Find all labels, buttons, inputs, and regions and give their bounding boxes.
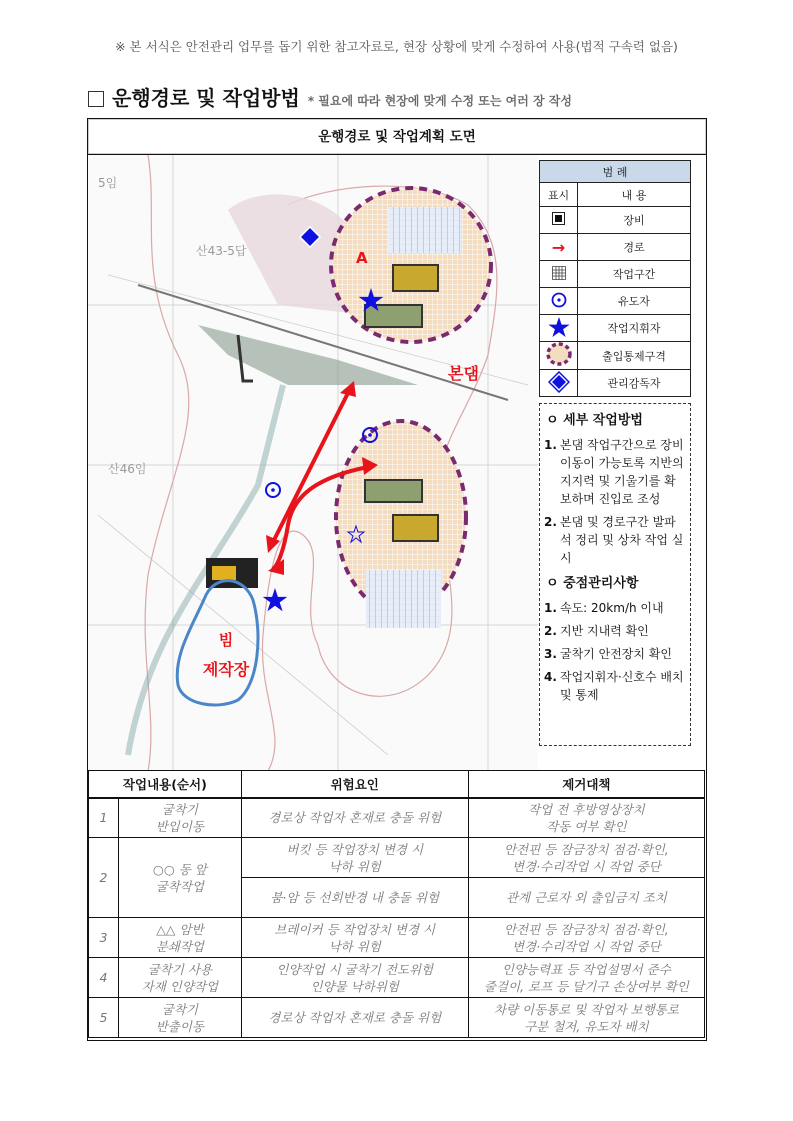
item-text: 본댐 작업구간으로 장비 이동이 가능토록 지반의 지지력 및 기울기를 확보하며 진입로 조성 bbox=[560, 438, 684, 506]
work-grid-icon bbox=[540, 261, 578, 288]
bullet-icon: ㅇ bbox=[546, 413, 564, 428]
measure-cell: 안전핀 등 잠금장치 점검·확인, 변경·수리작업 시 작업 중단 bbox=[468, 838, 704, 878]
map-label-lot3: 산46임 bbox=[108, 462, 147, 476]
table-row bbox=[89, 918, 705, 958]
task-cell: △△ 암반 분쇄작업 bbox=[119, 918, 242, 958]
row-number: 3 bbox=[89, 918, 119, 958]
row-number: 4 bbox=[89, 958, 119, 998]
site-map-drawing bbox=[88, 155, 538, 771]
guide-circle-icon bbox=[540, 288, 578, 315]
row-number: 5 bbox=[89, 998, 119, 1038]
row-number: 2 bbox=[89, 838, 119, 918]
legend-title: 범 례 bbox=[540, 161, 691, 183]
legend-item-label: 출입통제구격 bbox=[578, 342, 691, 370]
item-number: 3. bbox=[544, 647, 557, 661]
list-item bbox=[544, 513, 686, 567]
item-text: 속도: 20km/h 이내 bbox=[560, 601, 664, 615]
header-risk: 위험요인 bbox=[241, 771, 468, 798]
legend-item-label: 경로 bbox=[578, 234, 691, 261]
details-section2-title: 중점관리사항 bbox=[563, 576, 639, 591]
table-row bbox=[89, 798, 705, 838]
map-label-beam-yard-2: 제작장 bbox=[202, 660, 250, 679]
item-number: 2. bbox=[544, 515, 557, 529]
supervisor-star-icon bbox=[540, 315, 578, 342]
frame-title: 운행경로 및 작업계획 도면 bbox=[88, 119, 706, 155]
map-label-lot1: 5임 bbox=[98, 176, 118, 190]
legend-col-symbol: 표시 bbox=[540, 183, 578, 207]
work-area-south bbox=[366, 570, 441, 628]
list-item bbox=[544, 436, 686, 508]
row-number: 1 bbox=[89, 798, 119, 838]
risk-cell: 버킷 등 작업장치 변경 시 낙하 위험 bbox=[241, 838, 468, 878]
manager-diamond-icon bbox=[540, 370, 578, 397]
map-label-lot2: 산43-5답 bbox=[196, 244, 247, 258]
measure-cell: 관계 근로자 외 출입금지 조치 bbox=[468, 878, 704, 918]
bullet-icon: ㅇ bbox=[546, 576, 564, 591]
header-measure: 제거대책 bbox=[468, 771, 704, 798]
section-heading bbox=[88, 82, 572, 111]
measure-cell: 안전핀 등 잠금장치 점검·확인, 변경·수리작업 시 작업 중단 bbox=[468, 918, 704, 958]
disclaimer-notice: ※ 본 서식은 안전관리 업무를 돕기 위한 참고자료로, 현장 상황에 맞게 수정하여 사용(법적 구속력 없음) bbox=[115, 39, 678, 54]
site-map bbox=[88, 155, 538, 771]
table-row bbox=[89, 838, 705, 878]
checkbox-icon bbox=[88, 91, 104, 107]
map-legend bbox=[539, 160, 691, 397]
header-task: 작업내용(순서) bbox=[89, 771, 242, 798]
page-title: 운행경로 및 작업방법 bbox=[112, 86, 300, 110]
item-number: 2. bbox=[544, 624, 557, 638]
measure-cell: 차량 이동통로 및 작업자 보행통로 구분 철저, 유도자 배치 bbox=[468, 998, 704, 1038]
measure-cell: 인양능력표 등 작업설명서 준수 줄걸이, 로프 등 달기구 손상여부 확인 bbox=[468, 958, 704, 998]
list-item bbox=[544, 599, 686, 617]
risk-table bbox=[88, 770, 705, 1038]
list-item bbox=[544, 622, 686, 640]
table-row bbox=[89, 998, 705, 1038]
work-area-north bbox=[388, 207, 461, 253]
task-cell: 굴착기 사용 자재 인양작업 bbox=[119, 958, 242, 998]
measure-cell: 작업 전 후방영상장치 작동 여부 확인 bbox=[468, 798, 704, 838]
item-number: 1. bbox=[544, 601, 557, 615]
item-text: 굴착기 안전장치 확인 bbox=[560, 647, 672, 661]
risk-cell: 붐·암 등 선회반경 내 충돌 위험 bbox=[241, 878, 468, 918]
item-number: 1. bbox=[544, 438, 557, 452]
map-label-main-dam: 본댐 bbox=[448, 364, 479, 383]
task-cell: 굴착기 반입이동 bbox=[119, 798, 242, 838]
risk-cell: 경로상 작업자 혼재로 충돌 위험 bbox=[241, 998, 468, 1038]
risk-cell: 경로상 작업자 혼재로 충돌 위험 bbox=[241, 798, 468, 838]
restricted-zone-icon bbox=[540, 342, 578, 370]
legend-item-label: 작업구간 bbox=[578, 261, 691, 288]
map-label-point-a: A bbox=[356, 249, 368, 267]
item-text: 본댐 및 경로구간 발파석 정리 및 상차 작업 실시 bbox=[560, 515, 684, 565]
list-item bbox=[544, 668, 686, 704]
equipment-square-icon bbox=[540, 207, 578, 234]
item-number: 4. bbox=[544, 670, 557, 684]
task-cell: 굴착기 반출이동 bbox=[119, 998, 242, 1038]
legend-item-label: 유도자 bbox=[578, 288, 691, 315]
risk-cell: 브레이커 등 작업장치 변경 시 낙하 위험 bbox=[241, 918, 468, 958]
page-subtitle: * 필요에 따라 현장에 맞게 수정 또는 여러 장 작성 bbox=[307, 94, 572, 108]
task-cell: ○○ 동 앞 굴착작업 bbox=[119, 838, 242, 918]
table-row bbox=[89, 958, 705, 998]
risk-cell: 인양작업 시 굴착기 전도위험 인양물 낙하위험 bbox=[241, 958, 468, 998]
details-section1-title: 세부 작업방법 bbox=[563, 413, 643, 428]
legend-item-label: 장비 bbox=[578, 207, 691, 234]
item-text: 지반 지내력 확인 bbox=[560, 624, 649, 638]
legend-item-label: 관리감독자 bbox=[578, 370, 691, 397]
legend-item-label: 작업지휘자 bbox=[578, 315, 691, 342]
legend-col-content: 내 용 bbox=[578, 183, 691, 207]
work-details-box bbox=[539, 403, 691, 746]
list-item bbox=[544, 645, 686, 663]
item-text: 작업지휘자·신호수 배치 및 통제 bbox=[560, 670, 684, 702]
route-arrow-icon: → bbox=[540, 234, 578, 261]
route-plan-frame bbox=[87, 118, 707, 1041]
map-label-beam-yard-1: 빔 bbox=[218, 631, 234, 649]
